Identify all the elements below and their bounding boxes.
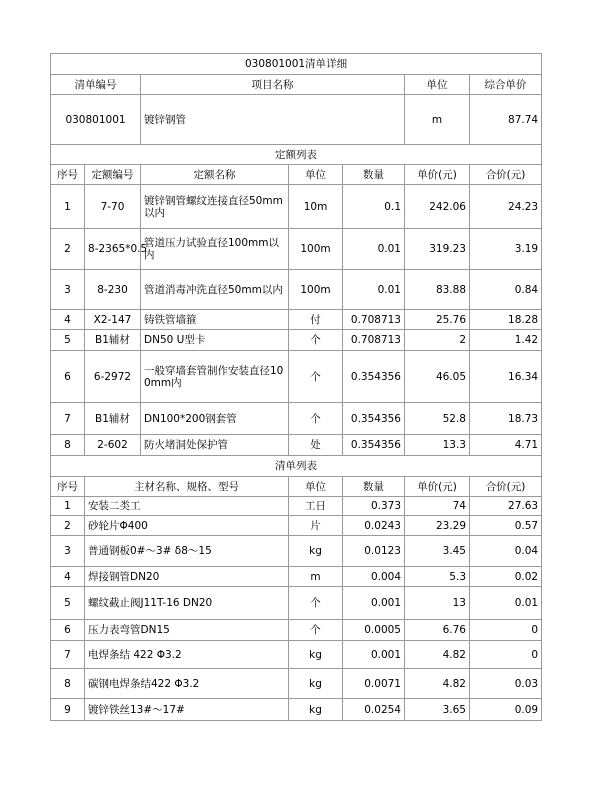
material-name: 螺纹截止阀J11T-16 DN20 xyxy=(85,587,289,620)
quota-section-row xyxy=(51,145,542,165)
material-qty: 0.0243 xyxy=(343,516,405,536)
bill-detail-table xyxy=(50,53,542,721)
material-unit: 工日 xyxy=(289,497,343,516)
item-name-header: 项目名称 xyxy=(141,75,405,95)
quota-unit: 10m xyxy=(289,185,343,229)
quota-code: B1辅材 xyxy=(85,330,141,351)
quota-no: 3 xyxy=(51,270,85,310)
material-qty: 0.0123 xyxy=(343,536,405,567)
quota-section-title: 定额列表 xyxy=(51,145,542,165)
item-unit: m xyxy=(405,95,470,145)
quota-header-row xyxy=(51,165,542,185)
material-row xyxy=(51,516,542,536)
quota-qty: 0.354356 xyxy=(343,351,405,403)
material-total: 0.02 xyxy=(470,567,542,587)
material-no: 3 xyxy=(51,536,85,567)
quota-no: 5 xyxy=(51,330,85,351)
quota-no: 2 xyxy=(51,229,85,270)
quota-total: 16.34 xyxy=(470,351,542,403)
material-price: 23.29 xyxy=(405,516,470,536)
material-qty: 0.373 xyxy=(343,497,405,516)
item-unit-header: 单位 xyxy=(405,75,470,95)
quota-unit: 个 xyxy=(289,403,343,435)
material-no: 2 xyxy=(51,516,85,536)
materials-header-unit: 单位 xyxy=(289,477,343,497)
quota-name: DN100*200钢套管 xyxy=(141,403,289,435)
materials-header-qty: 数量 xyxy=(343,477,405,497)
material-price: 74 xyxy=(405,497,470,516)
quota-name: 防火堵洞处保护管 xyxy=(141,435,289,456)
material-row xyxy=(51,641,542,669)
materials-header-name: 主材名称、规格、型号 xyxy=(85,477,289,497)
material-qty: 0.001 xyxy=(343,587,405,620)
material-row xyxy=(51,699,542,721)
quota-price: 83.88 xyxy=(405,270,470,310)
quota-unit: 个 xyxy=(289,330,343,351)
material-name: 安装二类工 xyxy=(85,497,289,516)
material-qty: 0.001 xyxy=(343,641,405,669)
material-qty: 0.0071 xyxy=(343,669,405,699)
material-name: 镀锌铁丝13#～17# xyxy=(85,699,289,721)
material-unit: kg xyxy=(289,669,343,699)
material-unit: 个 xyxy=(289,620,343,641)
quota-row xyxy=(51,310,542,330)
quota-qty: 0.708713 xyxy=(343,330,405,351)
quota-row xyxy=(51,403,542,435)
material-total: 27.63 xyxy=(470,497,542,516)
item-price: 87.74 xyxy=(470,95,542,145)
quota-row xyxy=(51,270,542,310)
quota-code: X2-147 xyxy=(85,310,141,330)
quota-price: 46.05 xyxy=(405,351,470,403)
quota-qty: 0.1 xyxy=(343,185,405,229)
quota-unit: 100m xyxy=(289,229,343,270)
material-price: 3.65 xyxy=(405,699,470,721)
quota-header-no: 序号 xyxy=(51,165,85,185)
quota-name: 镀锌钢管螺纹连接直径50mm以内 xyxy=(141,185,289,229)
quota-code: 8-2365*0.5 xyxy=(85,229,141,270)
title-row xyxy=(51,54,542,75)
material-price: 4.82 xyxy=(405,641,470,669)
material-no: 8 xyxy=(51,669,85,699)
material-total: 0.03 xyxy=(470,669,542,699)
quota-total: 18.28 xyxy=(470,310,542,330)
quota-total: 3.19 xyxy=(470,229,542,270)
material-price: 4.82 xyxy=(405,669,470,699)
material-unit: 个 xyxy=(289,587,343,620)
material-row xyxy=(51,587,542,620)
material-row xyxy=(51,669,542,699)
materials-section-row xyxy=(51,456,542,477)
quota-row xyxy=(51,185,542,229)
quota-price: 319.23 xyxy=(405,229,470,270)
material-name: 碳钢电焊条结422 Φ3.2 xyxy=(85,669,289,699)
material-name: 压力表弯管DN15 xyxy=(85,620,289,641)
quota-no: 1 xyxy=(51,185,85,229)
item-row xyxy=(51,95,542,145)
quota-code: 7-70 xyxy=(85,185,141,229)
quota-price: 2 xyxy=(405,330,470,351)
material-name: 普通钢板0#～3# δ8～15 xyxy=(85,536,289,567)
quota-qty: 0.354356 xyxy=(343,435,405,456)
quota-price: 13.3 xyxy=(405,435,470,456)
materials-header-row xyxy=(51,477,542,497)
quota-price: 242.06 xyxy=(405,185,470,229)
material-no: 9 xyxy=(51,699,85,721)
quota-total: 4.71 xyxy=(470,435,542,456)
material-no: 5 xyxy=(51,587,85,620)
material-qty: 0.004 xyxy=(343,567,405,587)
material-unit: kg xyxy=(289,536,343,567)
quota-total: 24.23 xyxy=(470,185,542,229)
material-unit: 片 xyxy=(289,516,343,536)
quota-no: 6 xyxy=(51,351,85,403)
quota-total: 18.73 xyxy=(470,403,542,435)
item-name: 镀锌钢管 xyxy=(141,95,405,145)
quota-row xyxy=(51,351,542,403)
material-total: 0.09 xyxy=(470,699,542,721)
quota-total: 1.42 xyxy=(470,330,542,351)
material-no: 7 xyxy=(51,641,85,669)
material-price: 13 xyxy=(405,587,470,620)
item-code: 030801001 xyxy=(51,95,141,145)
materials-header-price: 单价(元) xyxy=(405,477,470,497)
material-no: 1 xyxy=(51,497,85,516)
sheet-title: 030801001清单详细 xyxy=(51,54,542,75)
item-code-header: 清单编号 xyxy=(51,75,141,95)
quota-unit: 处 xyxy=(289,435,343,456)
material-total: 0.57 xyxy=(470,516,542,536)
quota-unit: 100m xyxy=(289,270,343,310)
quota-header-total: 合价(元) xyxy=(470,165,542,185)
quota-price: 52.8 xyxy=(405,403,470,435)
quota-header-unit: 单位 xyxy=(289,165,343,185)
quota-qty: 0.01 xyxy=(343,229,405,270)
quota-qty: 0.354356 xyxy=(343,403,405,435)
material-unit: kg xyxy=(289,641,343,669)
material-name: 焊接钢管DN20 xyxy=(85,567,289,587)
material-row xyxy=(51,620,542,641)
material-total: 0 xyxy=(470,641,542,669)
item-price-header: 综合单价 xyxy=(470,75,542,95)
materials-section-title: 清单列表 xyxy=(51,456,542,477)
material-price: 3.45 xyxy=(405,536,470,567)
material-price: 5.3 xyxy=(405,567,470,587)
quota-row xyxy=(51,330,542,351)
material-unit: kg xyxy=(289,699,343,721)
material-row xyxy=(51,536,542,567)
material-row xyxy=(51,497,542,516)
material-price: 6.76 xyxy=(405,620,470,641)
quota-no: 4 xyxy=(51,310,85,330)
quota-no: 8 xyxy=(51,435,85,456)
material-qty: 0.0254 xyxy=(343,699,405,721)
quota-code: 8-230 xyxy=(85,270,141,310)
quota-no: 7 xyxy=(51,403,85,435)
quota-unit: 个 xyxy=(289,351,343,403)
material-qty: 0.0005 xyxy=(343,620,405,641)
material-no: 6 xyxy=(51,620,85,641)
quota-header-qty: 数量 xyxy=(343,165,405,185)
materials-header-total: 合价(元) xyxy=(470,477,542,497)
material-total: 0.04 xyxy=(470,536,542,567)
materials-header-no: 序号 xyxy=(51,477,85,497)
material-name: 砂轮片Φ400 xyxy=(85,516,289,536)
quota-header-code: 定额编号 xyxy=(85,165,141,185)
quota-header-price: 单价(元) xyxy=(405,165,470,185)
quota-total: 0.84 xyxy=(470,270,542,310)
quota-name: 铸铁管墙箍 xyxy=(141,310,289,330)
quota-header-name: 定额名称 xyxy=(141,165,289,185)
material-no: 4 xyxy=(51,567,85,587)
quota-name: 管道压力试验直径100mm以内 xyxy=(141,229,289,270)
material-total: 0 xyxy=(470,620,542,641)
quota-name: 一般穿墙套管制作安装直径100mm内 xyxy=(141,351,289,403)
quota-code: 6-2972 xyxy=(85,351,141,403)
quota-code: B1辅材 xyxy=(85,403,141,435)
material-unit: m xyxy=(289,567,343,587)
item-header-row xyxy=(51,75,542,95)
material-row xyxy=(51,567,542,587)
quota-name: DN50 U型卡 xyxy=(141,330,289,351)
quota-row xyxy=(51,435,542,456)
quota-row xyxy=(51,229,542,270)
quota-code: 2-602 xyxy=(85,435,141,456)
material-name: 电焊条结 422 Φ3.2 xyxy=(85,641,289,669)
quota-unit: 付 xyxy=(289,310,343,330)
material-total: 0.01 xyxy=(470,587,542,620)
quota-price: 25.76 xyxy=(405,310,470,330)
quota-name: 管道消毒冲洗直径50mm以内 xyxy=(141,270,289,310)
quota-qty: 0.708713 xyxy=(343,310,405,330)
quota-qty: 0.01 xyxy=(343,270,405,310)
